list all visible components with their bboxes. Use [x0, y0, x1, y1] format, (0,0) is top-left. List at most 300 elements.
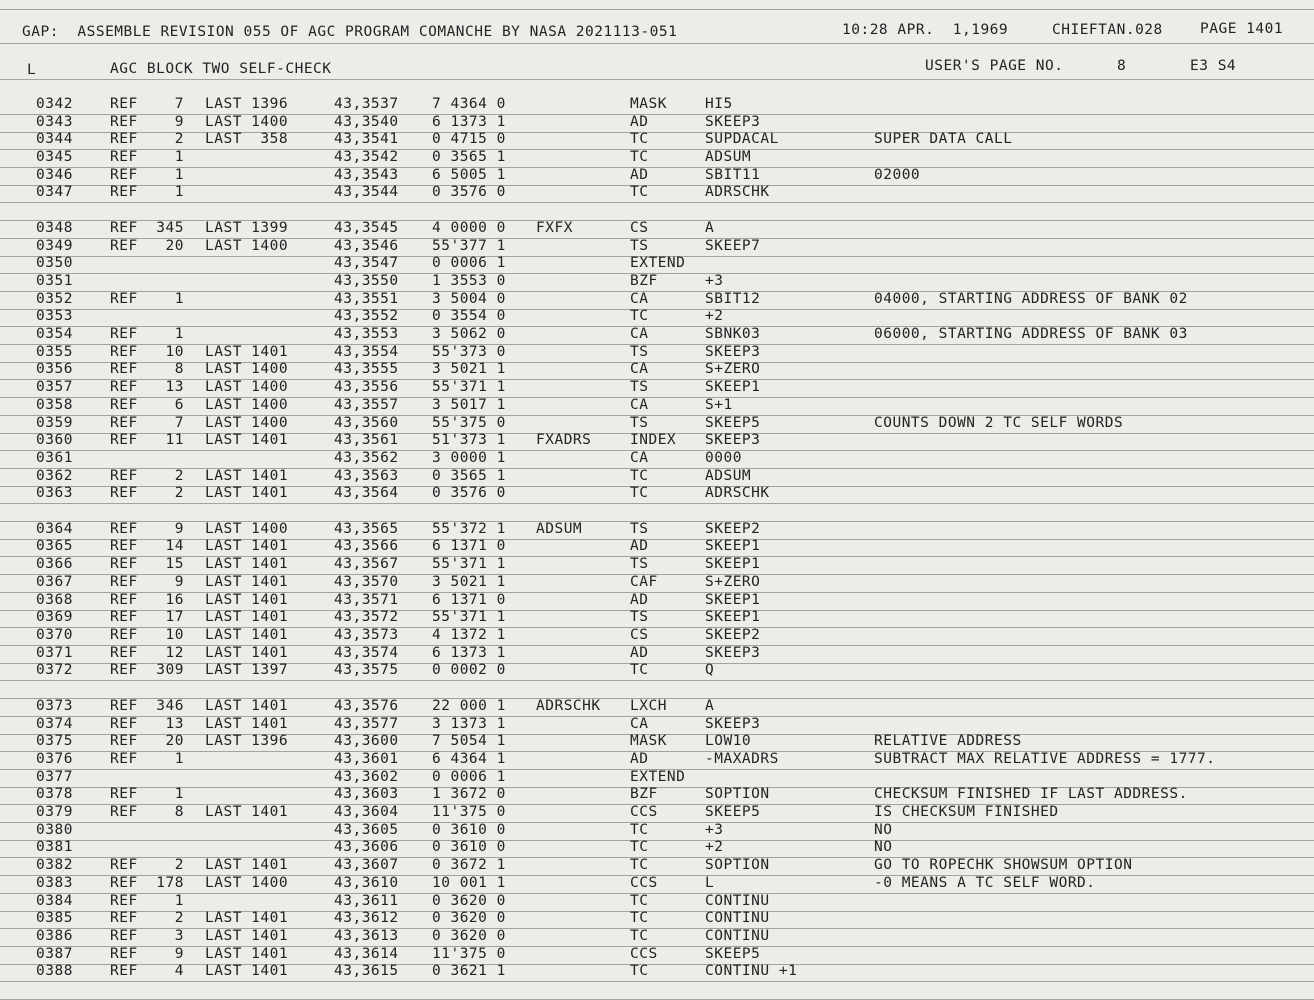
listing-row	[0, 592, 1314, 610]
cell-addr: 43,3544	[334, 184, 399, 200]
cell-addr: 43,3570	[334, 574, 399, 590]
cell-addr: 43,3600	[334, 733, 399, 749]
cell-operand: SBIT12	[705, 291, 761, 307]
cell-ref: REF	[110, 804, 138, 820]
listing-row	[0, 149, 1314, 167]
cell-word: 6 1371 0	[432, 592, 506, 608]
cell-word: 0 3672 1	[432, 857, 506, 873]
listing-row	[0, 963, 1314, 981]
cell-word: 55'371 1	[432, 556, 506, 572]
cell-line: 0362	[36, 468, 73, 484]
listing-row	[0, 538, 1314, 556]
cell-word: 7 5054 1	[432, 733, 506, 749]
cell-ref: REF	[110, 698, 138, 714]
cell-refno: 346	[156, 698, 184, 714]
cell-addr: 43,3602	[334, 769, 399, 785]
cell-word: 0 3565 1	[432, 468, 506, 484]
cell-operand: S+ZERO	[705, 574, 761, 590]
cell-ref: REF	[110, 592, 138, 608]
cell-word: 0 3610 0	[432, 839, 506, 855]
cell-operand: CONTINU +1	[705, 963, 798, 979]
listing-row	[0, 875, 1314, 893]
cell-refno: 3	[174, 928, 184, 944]
cell-line: 0374	[36, 716, 73, 732]
cell-line: 0387	[36, 946, 73, 962]
cell-op: INDEX	[630, 432, 677, 448]
cell-operand: SKEEP3	[705, 114, 761, 130]
cell-op: TC	[630, 485, 649, 501]
cell-last: LAST 1401	[205, 963, 289, 979]
listing-row	[0, 184, 1314, 202]
cell-line: 0381	[36, 839, 73, 855]
cell-ref: REF	[110, 291, 138, 307]
cell-op: TC	[630, 149, 649, 165]
listing-row	[0, 397, 1314, 415]
cell-word: 55'375 0	[432, 415, 506, 431]
cell-word: 6 4364 1	[432, 751, 506, 767]
page-number: PAGE 1401	[1200, 21, 1284, 37]
cell-op: TC	[630, 184, 649, 200]
listing-row	[0, 556, 1314, 574]
cell-last: LAST 1396	[205, 96, 289, 112]
cell-op: EXTEND	[630, 255, 686, 271]
cell-addr: 43,3577	[334, 716, 399, 732]
cell-ref: REF	[110, 521, 138, 537]
cell-operand: +2	[705, 308, 724, 324]
cell-operand: SBNK03	[705, 326, 761, 342]
cell-word: 3 5021 1	[432, 574, 506, 590]
users-page-number: 8	[1117, 58, 1127, 74]
cell-comment: SUPER DATA CALL	[874, 131, 1013, 147]
cell-operand: 0000	[705, 450, 742, 466]
cell-refno: 13	[165, 716, 184, 732]
cell-operand: SKEEP1	[705, 556, 761, 572]
cell-addr: 43,3572	[334, 609, 399, 625]
cell-ref: REF	[110, 149, 138, 165]
cell-comment: CHECKSUM FINISHED IF LAST ADDRESS.	[874, 786, 1188, 802]
cell-op: TC	[630, 131, 649, 147]
cell-line: 0388	[36, 963, 73, 979]
cell-addr: 43,3601	[334, 751, 399, 767]
listing-row	[0, 733, 1314, 751]
cell-op: TS	[630, 556, 649, 572]
cell-line: 0376	[36, 751, 73, 767]
cell-operand: SKEEP3	[705, 432, 761, 448]
cell-operand: SKEEP1	[705, 379, 761, 395]
listing-row	[0, 308, 1314, 326]
cell-ref: REF	[110, 963, 138, 979]
listing-row	[0, 361, 1314, 379]
cell-word: 0 0006 1	[432, 769, 506, 785]
line-marker: L	[27, 62, 37, 78]
cell-addr: 43,3566	[334, 538, 399, 554]
cell-operand: Q	[705, 662, 715, 678]
cell-ref: REF	[110, 574, 138, 590]
listing-row	[0, 769, 1314, 787]
cell-ref: REF	[110, 131, 138, 147]
cell-line: 0365	[36, 538, 73, 554]
cell-op: BZF	[630, 786, 658, 802]
cell-refno: 6	[174, 397, 184, 413]
cell-refno: 8	[174, 361, 184, 377]
cell-ref: REF	[110, 361, 138, 377]
listing-row	[0, 857, 1314, 875]
cell-addr: 43,3543	[334, 167, 399, 183]
cell-refno: 9	[174, 114, 184, 130]
cell-line: 0377	[36, 769, 73, 785]
cell-refno: 9	[174, 521, 184, 537]
cell-word: 0 0002 0	[432, 662, 506, 678]
cell-ref: REF	[110, 238, 138, 254]
cell-word: 55'371 1	[432, 379, 506, 395]
cell-operand: SOPTION	[705, 857, 770, 873]
cell-operand: SKEEP3	[705, 716, 761, 732]
cell-op: TC	[630, 893, 649, 909]
cell-refno: 1	[174, 167, 184, 183]
cell-refno: 4	[174, 963, 184, 979]
cell-line: 0375	[36, 733, 73, 749]
cell-line: 0357	[36, 379, 73, 395]
cell-operand: S+1	[705, 397, 733, 413]
cell-operand: SKEEP2	[705, 627, 761, 643]
cell-last: LAST 1400	[205, 361, 289, 377]
cell-last: LAST 1400	[205, 521, 289, 537]
cell-ref: REF	[110, 645, 138, 661]
cell-last: LAST 1401	[205, 344, 289, 360]
cell-ref: REF	[110, 397, 138, 413]
cell-op: TC	[630, 857, 649, 873]
cell-refno: 15	[165, 556, 184, 572]
cell-op: MASK	[630, 733, 667, 749]
cell-word: 55'372 1	[432, 521, 506, 537]
cell-refno: 20	[165, 733, 184, 749]
cell-addr: 43,3540	[334, 114, 399, 130]
cell-ref: REF	[110, 485, 138, 501]
assembly-title: GAP: ASSEMBLE REVISION 055 OF AGC PROGRAM COMANCHE BY NASA 2021113-051	[22, 24, 678, 40]
cell-refno: 2	[174, 857, 184, 873]
cell-op: TS	[630, 344, 649, 360]
listing-row	[0, 893, 1314, 911]
cell-word: 0 3565 1	[432, 149, 506, 165]
cell-word: 0 3620 0	[432, 910, 506, 926]
cell-word: 55'373 0	[432, 344, 506, 360]
cell-word: 1 3672 0	[432, 786, 506, 802]
listing-row	[0, 645, 1314, 663]
cell-line: 0363	[36, 485, 73, 501]
cell-last: LAST 1401	[205, 645, 289, 661]
ruled-line	[0, 202, 1314, 203]
cell-refno: 9	[174, 946, 184, 962]
cell-comment: COUNTS DOWN 2 TC SELF WORDS	[874, 415, 1124, 431]
cell-op: CA	[630, 361, 649, 377]
cell-ref: REF	[110, 220, 138, 236]
cell-addr: 43,3567	[334, 556, 399, 572]
cell-refno: 1	[174, 291, 184, 307]
cell-ref: REF	[110, 538, 138, 554]
cell-operand: +2	[705, 839, 724, 855]
cell-refno: 345	[156, 220, 184, 236]
listing-row	[0, 928, 1314, 946]
cell-op: TC	[630, 468, 649, 484]
cell-op: TC	[630, 822, 649, 838]
listing-row	[0, 432, 1314, 450]
cell-line: 0351	[36, 273, 73, 289]
listing-row	[0, 786, 1314, 804]
cell-addr: 43,3561	[334, 432, 399, 448]
cell-operand: ADRSCHK	[705, 485, 770, 501]
cell-op: AD	[630, 645, 649, 661]
cell-line: 0384	[36, 893, 73, 909]
cell-refno: 11	[165, 432, 184, 448]
listing-row	[0, 662, 1314, 680]
cell-operand: SBIT11	[705, 167, 761, 183]
cell-word: 3 5004 0	[432, 291, 506, 307]
cell-addr: 43,3557	[334, 397, 399, 413]
cell-word: 4 1372 1	[432, 627, 506, 643]
cell-operand: CONTINU	[705, 893, 770, 909]
cell-last: LAST 1400	[205, 875, 289, 891]
cell-last: LAST 1400	[205, 379, 289, 395]
cell-line: 0358	[36, 397, 73, 413]
cell-refno: 1	[174, 751, 184, 767]
listing-row	[0, 131, 1314, 149]
cell-word: 55'377 1	[432, 238, 506, 254]
cell-word: 3 5021 1	[432, 361, 506, 377]
cell-operand: ADSUM	[705, 468, 752, 484]
cell-ref: REF	[110, 415, 138, 431]
cell-word: 6 1373 1	[432, 645, 506, 661]
cell-word: 0 0006 1	[432, 255, 506, 271]
cell-op: TC	[630, 662, 649, 678]
cell-addr: 43,3546	[334, 238, 399, 254]
cell-operand: L	[705, 875, 715, 891]
cell-word: 3 0000 1	[432, 450, 506, 466]
cell-line: 0343	[36, 114, 73, 130]
cell-ref: REF	[110, 716, 138, 732]
cell-op: TC	[630, 928, 649, 944]
cell-addr: 43,3565	[334, 521, 399, 537]
cell-line: 0349	[36, 238, 73, 254]
listing-row	[0, 255, 1314, 273]
cell-ref: REF	[110, 184, 138, 200]
cell-line: 0378	[36, 786, 73, 802]
cell-last: LAST 1401	[205, 468, 289, 484]
cell-op: TS	[630, 521, 649, 537]
cell-refno: 1	[174, 893, 184, 909]
cell-last: LAST 358	[205, 131, 289, 147]
cell-addr: 43,3550	[334, 273, 399, 289]
cell-addr: 43,3542	[334, 149, 399, 165]
cell-comment: RELATIVE ADDRESS	[874, 733, 1022, 749]
cell-word: 11'375 0	[432, 804, 506, 820]
cell-last: LAST 1401	[205, 627, 289, 643]
cell-line: 0382	[36, 857, 73, 873]
cell-op: LXCH	[630, 698, 667, 714]
cell-refno: 9	[174, 574, 184, 590]
cell-addr: 43,3612	[334, 910, 399, 926]
cell-last: LAST 1401	[205, 574, 289, 590]
cell-line: 0354	[36, 326, 73, 342]
cell-line: 0347	[36, 184, 73, 200]
cell-addr: 43,3603	[334, 786, 399, 802]
cell-last: LAST 1401	[205, 910, 289, 926]
cell-line: 0367	[36, 574, 73, 590]
cell-addr: 43,3604	[334, 804, 399, 820]
cell-line: 0370	[36, 627, 73, 643]
cell-line: 0385	[36, 910, 73, 926]
section-title: AGC BLOCK TWO SELF-CHECK	[110, 61, 332, 77]
cell-word: 3 5062 0	[432, 326, 506, 342]
listing-row	[0, 238, 1314, 256]
cell-label: ADRSCHK	[536, 698, 601, 714]
cell-line: 0352	[36, 291, 73, 307]
cell-line: 0366	[36, 556, 73, 572]
cell-last: LAST 1401	[205, 556, 289, 572]
cell-operand: SKEEP2	[705, 521, 761, 537]
cell-last: LAST 1401	[205, 928, 289, 944]
listing-row	[0, 220, 1314, 238]
cell-line: 0379	[36, 804, 73, 820]
cell-op: CA	[630, 291, 649, 307]
cell-word: 0 3620 0	[432, 893, 506, 909]
cell-addr: 43,3576	[334, 698, 399, 714]
cell-refno: 1	[174, 786, 184, 802]
cell-label: FXADRS	[536, 432, 592, 448]
cell-operand: A	[705, 698, 715, 714]
cell-op: CCS	[630, 875, 658, 891]
cell-refno: 1	[174, 149, 184, 165]
cell-ref: REF	[110, 875, 138, 891]
cell-refno: 14	[165, 538, 184, 554]
cell-refno: 12	[165, 645, 184, 661]
cell-line: 0368	[36, 592, 73, 608]
cell-label: ADSUM	[536, 521, 583, 537]
listing-row	[0, 716, 1314, 734]
cell-operand: LOW10	[705, 733, 752, 749]
cell-line: 0373	[36, 698, 73, 714]
cell-op: TC	[630, 910, 649, 926]
cell-last: LAST 1401	[205, 857, 289, 873]
cell-last: LAST 1400	[205, 397, 289, 413]
cell-addr: 43,3552	[334, 308, 399, 324]
cell-operand: SKEEP3	[705, 645, 761, 661]
cell-comment: 04000, STARTING ADDRESS OF BANK 02	[874, 291, 1188, 307]
cell-op: MASK	[630, 96, 667, 112]
cell-op: CA	[630, 326, 649, 342]
cell-refno: 2	[174, 910, 184, 926]
cell-refno: 1	[174, 184, 184, 200]
listing-row	[0, 273, 1314, 291]
cell-refno: 7	[174, 96, 184, 112]
cell-addr: 43,3563	[334, 468, 399, 484]
cell-word: 0 3610 0	[432, 822, 506, 838]
cell-line: 0355	[36, 344, 73, 360]
cell-last: LAST 1401	[205, 698, 289, 714]
cell-ref: REF	[110, 609, 138, 625]
cell-op: AD	[630, 592, 649, 608]
cell-op: AD	[630, 167, 649, 183]
cell-refno: 2	[174, 468, 184, 484]
cell-last: LAST 1401	[205, 485, 289, 501]
cell-word: 11'375 0	[432, 946, 506, 962]
cell-last: LAST 1397	[205, 662, 289, 678]
cell-ref: REF	[110, 733, 138, 749]
cell-refno: 178	[156, 875, 184, 891]
cell-op: TS	[630, 238, 649, 254]
cell-line: 0342	[36, 96, 73, 112]
cell-comment: GO TO ROPECHK SHOWSUM OPTION	[874, 857, 1133, 873]
cell-addr: 43,3537	[334, 96, 399, 112]
cell-comment: IS CHECKSUM FINISHED	[874, 804, 1059, 820]
listing-row	[0, 751, 1314, 769]
cell-addr: 43,3560	[334, 415, 399, 431]
cell-addr: 43,3555	[334, 361, 399, 377]
cell-op: CAF	[630, 574, 658, 590]
cell-operand: CONTINU	[705, 928, 770, 944]
cell-line: 0372	[36, 662, 73, 678]
tape-id: CHIEFTAN.028	[1052, 22, 1163, 38]
ruled-line	[0, 43, 1314, 44]
cell-operand: SKEEP5	[705, 946, 761, 962]
cell-word: 0 3576 0	[432, 485, 506, 501]
cell-last: LAST 1401	[205, 432, 289, 448]
timestamp: 10:28 APR. 1,1969	[842, 22, 1009, 38]
cell-line: 0380	[36, 822, 73, 838]
cell-addr: 43,3562	[334, 450, 399, 466]
cell-op: EXTEND	[630, 769, 686, 785]
cell-operand: SUPDACAL	[705, 131, 779, 147]
cell-line: 0359	[36, 415, 73, 431]
cell-refno: 10	[165, 627, 184, 643]
cell-operand: ADSUM	[705, 149, 752, 165]
cell-addr: 43,3547	[334, 255, 399, 271]
cell-operand: SOPTION	[705, 786, 770, 802]
cell-ref: REF	[110, 114, 138, 130]
cell-word: 3 1373 1	[432, 716, 506, 732]
cell-addr: 43,3611	[334, 893, 399, 909]
cell-ref: REF	[110, 627, 138, 643]
listing-row	[0, 485, 1314, 503]
listing-row	[0, 839, 1314, 857]
ruled-line	[0, 503, 1314, 504]
cell-addr: 43,3556	[334, 379, 399, 395]
cell-comment: 02000	[874, 167, 921, 183]
cell-last: LAST 1401	[205, 946, 289, 962]
cell-operand: +3	[705, 273, 724, 289]
cell-refno: 17	[165, 609, 184, 625]
cell-ref: REF	[110, 910, 138, 926]
listing-row	[0, 804, 1314, 822]
cell-comment: 06000, STARTING ADDRESS OF BANK 03	[874, 326, 1188, 342]
cell-word: 22 000 1	[432, 698, 506, 714]
cell-word: 0 4715 0	[432, 131, 506, 147]
listing-row	[0, 698, 1314, 716]
cell-addr: 43,3614	[334, 946, 399, 962]
cell-ref: REF	[110, 786, 138, 802]
cell-line: 0350	[36, 255, 73, 271]
cell-addr: 43,3541	[334, 131, 399, 147]
cell-addr: 43,3554	[334, 344, 399, 360]
ruled-line	[0, 79, 1314, 80]
cell-operand: CONTINU	[705, 910, 770, 926]
listing-row	[0, 910, 1314, 928]
listing-row	[0, 822, 1314, 840]
cell-word: 1 3553 0	[432, 273, 506, 289]
cell-addr: 43,3551	[334, 291, 399, 307]
cell-refno: 16	[165, 592, 184, 608]
cell-ref: REF	[110, 662, 138, 678]
cell-line: 0364	[36, 521, 73, 537]
